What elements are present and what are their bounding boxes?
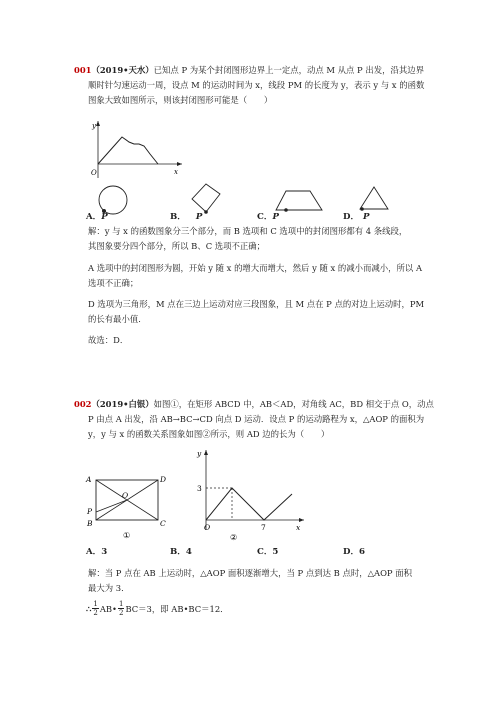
q2-tick-7: 7 [261,523,266,532]
q1-source: （2019•天水） [91,65,154,75]
q1-solution-7: 故选：D． [88,335,129,345]
q1-solution-2: 其图象要分四个部分，所以 B、C 选项不正确； [88,241,266,251]
q2-therefore: ∴ [86,603,92,614]
q2-formula-mid: AB• [99,603,117,614]
q1-option-d-p: P [363,212,370,222]
q2-stem-line2: P 由点 A 出发，沿 AB→BC→CD 向点 D 运动．设点 P 的运动路程为 x，△AOP 的面积为 [88,414,425,424]
q2-label-b: B [87,519,93,528]
q1-solution-4: 选项不正确； [88,278,139,288]
q1-function-graph [84,118,184,180]
q2-header [74,398,434,410]
q2-formula-tail: BC＝3，即 AB•BC＝12． [125,603,229,614]
q2-stem-line1: 如图①，在矩形 ABCD 中，AB＜AD，对角线 AC，BD 相交于点 O，动点 [153,399,434,409]
q2-x-label: x [296,523,301,532]
q1-solution-3: A 选项中的封闭图形为圆，开始 y 随 x 的增大而增大，然后 y 随 x 的减小而减小，所以 A [88,263,422,273]
q2-label-p: P [87,507,93,516]
q1-number: 001 [74,65,92,75]
q1-option-a[interactable]: A．P [86,212,108,222]
q1-option-b[interactable]: B． P [170,212,203,222]
q1-option-c-p: P [272,212,279,222]
q2-label-c: C [160,519,166,528]
q2-stem-line3: y，y 与 x 的函数关系图象如图②所示，则 AD 边的长为（ ） [88,429,330,439]
q1-option-c[interactable]: C．P [257,212,279,222]
q1-y-label: y [92,122,96,130]
q2-label-a: A [86,475,92,484]
q2-frac2: 1 2 [118,600,124,617]
q2-fig2-caption: ② [230,533,238,542]
q1-curve [98,137,158,164]
q2-option-c[interactable]: C．5 [257,547,279,557]
q1-stem-line2: 顺时针匀速运动一周，设点 M 的运动时间为 x，线段 PM 的长度为 y，表示 y 与 x 的函数 [88,80,425,90]
q2-figure2-graph [194,446,306,542]
q1-solution-6: 的长有最小值． [88,314,147,324]
q2-label-d: D [160,475,167,484]
q1-option-c-point [284,208,288,212]
q2-number: 002 [74,399,92,409]
q1-header [74,64,424,76]
q2-fig1-caption: ① [123,531,131,540]
q2-source: （2019•白银） [91,399,154,409]
q2-tick-3: 3 [197,484,202,493]
q1-option-b-p: P [195,212,203,222]
q1-origin-label: O [91,169,97,177]
q1-solution-1: 解：y 与 x 的函数图象分三个部分，而 B 选项和 C 选项中的封闭图形都有 4 条线段， [88,226,408,236]
q2-solution-1: 解：当 P 点在 AB 上运动时，△AOP 面积逐渐增大，当 P 点到达 B 点时，△AOP 面积 [88,568,412,578]
q2-option-a[interactable]: A．3 [86,547,108,557]
q1-option-b-point [204,210,208,214]
q1-option-c-trapezoid [272,188,328,216]
q2-formula [86,600,229,617]
q2-curve [206,488,292,520]
q2-option-d[interactable]: D．6 [343,547,366,557]
q2-frac1: 1 2 [93,600,98,617]
q2-figure1-rectangle [84,470,174,542]
q1-stem-line3: 图象大致如图所示，则该封闭图形可能是（ ） [88,95,273,105]
q1-x-label: x [174,168,178,176]
q1-stem-line1: 已知点 P 为某个封闭图形边界上一定点，动点 M 从点 P 出发，沿其边界 [153,65,424,75]
q1-option-a-p: P [101,212,108,222]
q1-solution-5: D 选项为三角形，M 点在三边上运动对应三段图象，且 M 点在 P 点的对边上运动时，PM [88,299,425,309]
q2-option-b[interactable]: B．4 [170,547,192,557]
q2-y-label: y [197,449,202,458]
q1-option-d[interactable]: D． P [343,212,370,222]
q2-solution-2: 最大为 3． [88,583,130,593]
q2-label-o: O [122,491,129,500]
q2-origin-label: O [204,523,211,532]
